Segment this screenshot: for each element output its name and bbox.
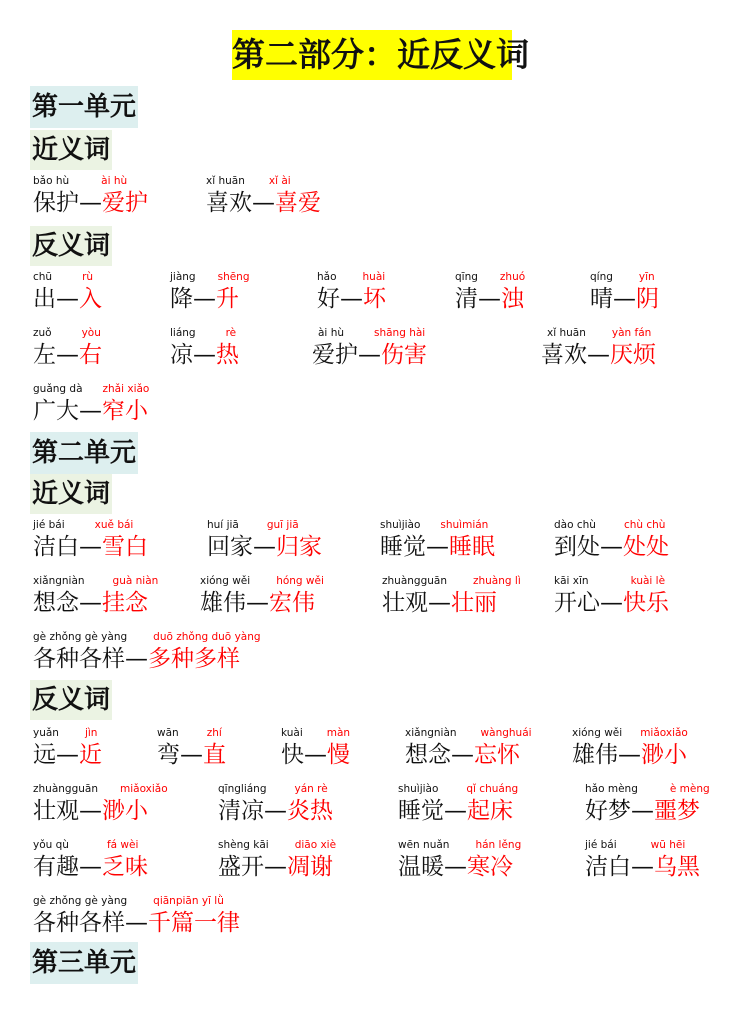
word-pair: zhuàngguān zhuàng lì 壮观—壮丽 bbox=[382, 575, 521, 616]
word-pair: zuǒ yòu 左—右 bbox=[33, 327, 102, 368]
word-pair bbox=[33, 174, 148, 218]
word-pair: huí jiā guī jiā 回家—归家 bbox=[207, 519, 322, 560]
word-pair: jié bái xuě bái 洁白—雪白 bbox=[33, 519, 148, 560]
word-pair: yǒu qù fá wèi 有趣—乏味 bbox=[33, 839, 148, 880]
word-pair: wēn nuǎn hán lěng 温暖—寒冷 bbox=[398, 839, 522, 880]
word-pair: hǎo mèng è mèng 好梦—噩梦 bbox=[585, 783, 710, 824]
word-pair: jié bái wū hēi 洁白—乌黑 bbox=[585, 839, 700, 880]
pinyin-row: bǎo hù ài hù bbox=[33, 175, 128, 187]
word-pair: wān zhí 弯—直 bbox=[157, 727, 226, 768]
unit2-antonyms-heading: 反义词 bbox=[30, 680, 112, 720]
word-pair: zhuàngguān miǎoxiǎo 壮观—渺小 bbox=[33, 783, 168, 824]
word-pair: qīng zhuó 清—浊 bbox=[455, 271, 526, 312]
word-pair: yuǎn jìn 远—近 bbox=[33, 727, 102, 768]
word-pair: xióng wěi hóng wěi 雄伟—宏伟 bbox=[200, 575, 324, 616]
word-pair: shèng kāi diāo xiè 盛开—凋谢 bbox=[218, 839, 337, 880]
word-pair: guǎng dà zhǎi xiǎo 广大—窄小 bbox=[33, 383, 150, 424]
word-pair: liáng rè 凉—热 bbox=[170, 327, 239, 368]
word-pair: kuài màn 快—慢 bbox=[281, 727, 351, 768]
unit1-antonyms-heading: 反义词 bbox=[30, 226, 112, 266]
word-pair: gè zhǒng gè yàng qiānpiān yī lǜ 各种各样—千篇一律 bbox=[33, 895, 240, 936]
unit2-synonyms-heading: 近义词 bbox=[30, 474, 112, 514]
word-pair: hǎo huài 好—坏 bbox=[317, 271, 386, 312]
unit3-heading: 第三单元 bbox=[30, 942, 138, 984]
unit1-heading: 第一单元 bbox=[30, 86, 138, 128]
word-pair: qīngliáng yán rè 清凉—炎热 bbox=[218, 783, 333, 824]
word-pair: dào chù chù chù 到处—处处 bbox=[554, 519, 669, 560]
pinyin-row: xǐ huān xǐ ài bbox=[206, 175, 291, 187]
page-title: 第二部分：近反义词 bbox=[232, 30, 512, 80]
word-pair: jiàng shēng 降—升 bbox=[170, 271, 250, 312]
word-pair: xǐ huān yàn fán 喜欢—厌烦 bbox=[541, 327, 656, 368]
word-pair: xióng wěi miǎoxiǎo 雄伟—渺小 bbox=[572, 727, 688, 768]
word-pair: kāi xīn kuài lè 开心—快乐 bbox=[554, 575, 669, 616]
word-pair: gè zhǒng gè yàng duō zhǒng duō yàng 各种各样—多种多样 bbox=[33, 631, 261, 672]
unit1-synonyms-heading: 近义词 bbox=[30, 130, 112, 170]
word-pair: xiǎngniàn wànghuái 想念—忘怀 bbox=[405, 727, 532, 768]
word-pair: shuìjiào qǐ chuáng 睡觉—起床 bbox=[398, 783, 519, 824]
word-pair: xiǎngniàn guà niàn 想念—挂念 bbox=[33, 575, 159, 616]
word-row: 喜欢—喜爱 bbox=[206, 190, 321, 216]
word-pair bbox=[206, 174, 321, 218]
word-pair: qíng yīn 晴—阴 bbox=[590, 271, 659, 312]
unit2-heading: 第二单元 bbox=[30, 432, 138, 474]
word-row: 保护—爱护 bbox=[33, 190, 148, 216]
word-pair: shuìjiào shuìmián 睡觉—睡眠 bbox=[380, 519, 495, 560]
word-pair: ài hù shāng hài 爱护—伤害 bbox=[312, 327, 427, 368]
word-pair: chū rù 出—入 bbox=[33, 271, 102, 312]
